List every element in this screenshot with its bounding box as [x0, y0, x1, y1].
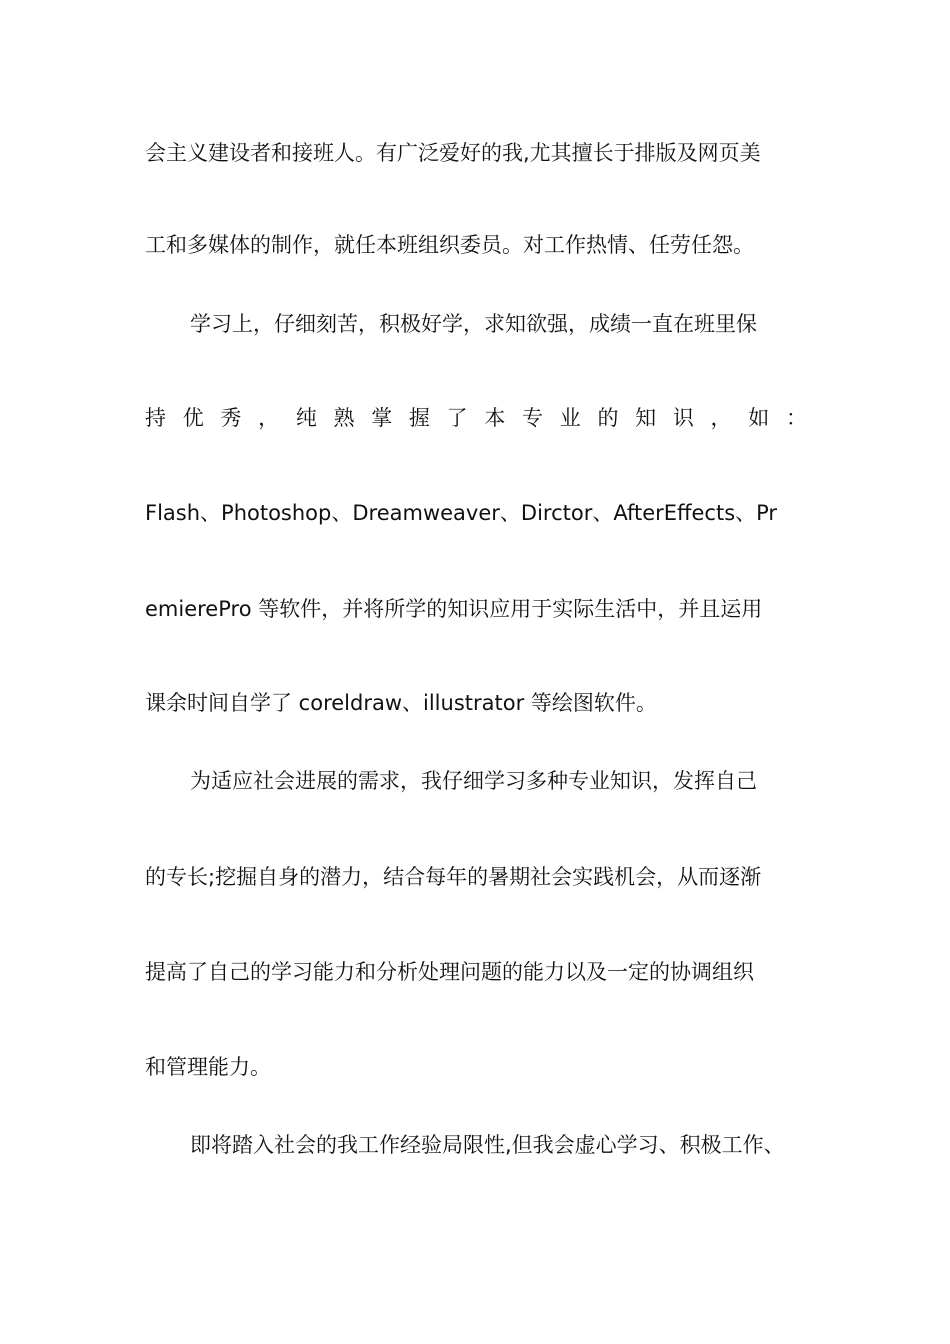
spread-char: ，	[710, 406, 732, 430]
text-line-2: 工和多媒体的制作，就任本班组织委员。对工作热情、任劳任怨。	[145, 233, 754, 257]
spread-char: 握	[408, 406, 430, 430]
spread-char: 持	[145, 406, 166, 430]
text-line-9: 的专长;挖掘自身的潜力，结合每年的暑期社会实践机会，从而逐渐	[145, 865, 762, 889]
text-line-1: 会主义建设者和接班人。有广泛爱好的我,尤其擅长于排版及网页美	[145, 141, 761, 165]
text-line-10: 提高了自己的学习能力和分析处理问题的能力以及一定的协调组织	[145, 960, 754, 984]
text-line-5: Flash、Photoshop、Dreamweaver、Dirctor、AfterEffects、Pr	[145, 501, 778, 525]
spread-char: 秀	[220, 406, 242, 430]
spread-char: ：	[785, 406, 807, 430]
spread-char: 的	[597, 406, 619, 430]
text-line-12: 即将踏入社会的我工作经验局限性,但我会虚心学习、积极工作、	[190, 1133, 785, 1157]
spread-char: 专	[522, 406, 544, 430]
spread-char: 了	[446, 406, 468, 430]
spread-char: 如	[748, 406, 770, 430]
spread-char: ，	[258, 406, 280, 430]
spread-char: 优	[182, 406, 204, 430]
text-line-4	[145, 403, 807, 433]
spread-char: 识	[672, 406, 694, 430]
text-line-3: 学习上，仔细刻苦，积极好学，求知欲强，成绩一直在班里保	[190, 312, 757, 336]
spread-char: 纯	[295, 406, 317, 430]
text-line-8: 为适应社会进展的需求，我仔细学习多种专业知识，发挥自己	[190, 769, 757, 793]
spread-char: 知	[635, 406, 657, 430]
spread-char: 本	[484, 406, 506, 430]
spread-char: 业	[559, 406, 581, 430]
spread-char: 掌	[371, 406, 393, 430]
text-line-7: 课余时间自学了 coreldraw、illustrator 等绘图软件。	[145, 691, 657, 715]
spread-char: 熟	[333, 406, 355, 430]
text-line-6: emierePro 等软件，并将所学的知识应用于实际生活中，并且运用	[145, 597, 763, 621]
text-line-11: 和管理能力。	[145, 1055, 271, 1079]
